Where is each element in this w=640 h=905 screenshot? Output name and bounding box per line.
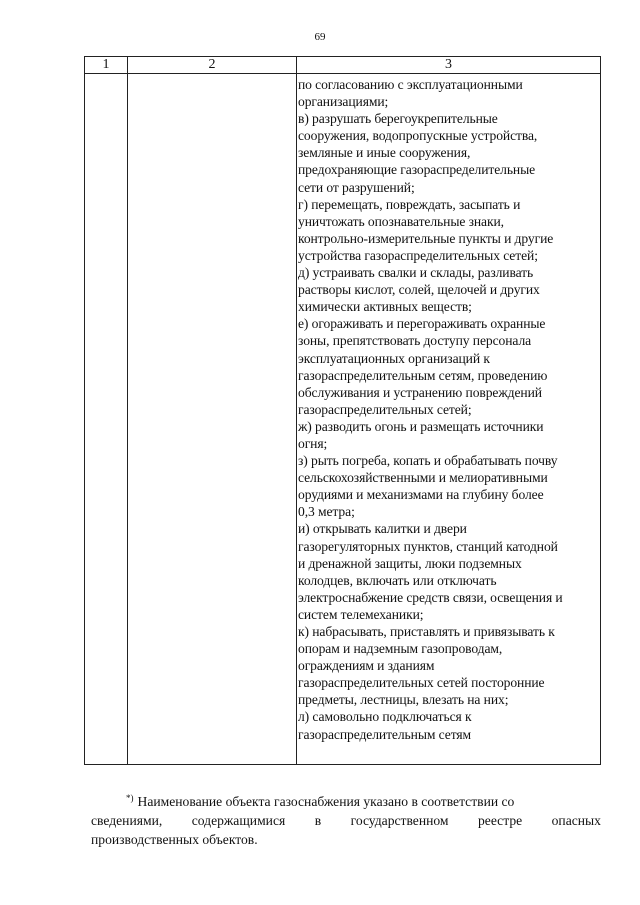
- column-divider-1: [127, 57, 128, 764]
- column-3-line: систем телемеханики;: [298, 606, 424, 622]
- column-3-line: газораспределительным сетям, проведению: [298, 367, 548, 383]
- header-col-1: 1: [102, 57, 110, 72]
- footnote-word: содержащимися: [191, 813, 286, 828]
- header-col-3: 3: [445, 57, 452, 72]
- column-3-line: л) самовольно подключаться к: [298, 709, 472, 725]
- column-3-line: и) открывать калитки и двери: [298, 521, 467, 537]
- column-3-line: уничтожать опознавательные знаки,: [298, 213, 504, 229]
- column-3-line: ж) разводить огонь и размещать источники: [298, 418, 544, 434]
- column-3-line: по согласованию с эксплуатационными: [298, 77, 523, 92]
- footnote-word: государственном: [350, 813, 449, 828]
- table-header-row: [85, 57, 600, 74]
- footnote-line-2: [91, 811, 601, 830]
- footnote-line-1: Наименование объекта газоснабжения указано в соответствии со: [137, 794, 515, 809]
- column-3-line: предметы, лестницы, влезать на них;: [298, 692, 509, 708]
- column-3-line: сельскохозяйственными и мелиоративными: [298, 470, 548, 486]
- column-3-line: к) набрасывать, приставлять и привязывать к: [298, 624, 555, 639]
- column-3-line: 0,3 метра;: [298, 504, 355, 520]
- page-number: 69: [314, 31, 326, 43]
- footnote: [91, 789, 601, 849]
- column-3-line: растворы кислот, солей, щелочей и других: [298, 282, 540, 298]
- footnote-word: реестре: [477, 813, 523, 828]
- footnote-word: в: [314, 813, 322, 828]
- column-3-line: опорам и надземным газопроводам,: [298, 641, 503, 657]
- column-3-line: в) разрушать берегоукрепительные: [298, 111, 498, 127]
- column-3-line: д) устраивать свалки и склады, разливать: [298, 265, 534, 281]
- column-3-line: предохраняющие газораспределительные: [298, 162, 536, 178]
- column-3-line: газораспределительным сетям: [298, 726, 472, 742]
- column-3-line: и дренажной защиты, люки подземных: [298, 555, 522, 571]
- footnote-line-3: производственных объектов.: [91, 832, 258, 847]
- column-3-line: эксплуатационных организаций к: [298, 350, 490, 366]
- column-divider-2: [296, 57, 297, 764]
- column-3-line: организациями;: [298, 94, 389, 110]
- footnote-word: сведениями,: [91, 813, 163, 828]
- column-3-line: электроснабжение средств связи, освещения и: [298, 589, 563, 605]
- column-3-line: сооружения, водопропускные устройства,: [298, 128, 538, 144]
- column-3-line: з) рыть погреба, копать и обрабатывать почву: [298, 453, 558, 469]
- column-3-line: е) огораживать и перегораживать охранные: [298, 316, 546, 332]
- column-3-line: колодцев, включать или отключать: [298, 572, 497, 588]
- column-3-line: г) перемещать, повреждать, засыпать и: [298, 196, 521, 212]
- column-3-line: газорегуляторных пунктов, станций катодной: [298, 538, 558, 554]
- column-3-line: химически активных веществ;: [298, 299, 472, 315]
- footnote-word: опасных: [551, 813, 601, 828]
- column-3-content: [298, 76, 600, 743]
- column-3-line: устройства газораспределительных сетей;: [298, 247, 538, 263]
- column-3-line: ограждениям и зданиям: [298, 658, 435, 674]
- footnote-marker: *): [126, 793, 134, 803]
- column-3-line: сети от разрушений;: [298, 179, 415, 195]
- regulation-table: [84, 56, 601, 765]
- column-3-line: зоны, препятствовать доступу персонала: [298, 333, 532, 349]
- column-3-line: газораспределительных сетей посторонние: [298, 675, 545, 691]
- header-col-2: 2: [208, 57, 216, 72]
- column-3-line: орудиями и механизмами на глубину более: [298, 487, 544, 503]
- column-3-line: обслуживания и устранению повреждений: [298, 384, 542, 400]
- column-3-line: контрольно-измерительные пункты и другие: [298, 230, 554, 246]
- column-3-line: огня;: [298, 435, 328, 451]
- column-3-line: газораспределительных сетей;: [298, 401, 472, 417]
- column-3-line: земляные и иные сооружения,: [298, 145, 471, 161]
